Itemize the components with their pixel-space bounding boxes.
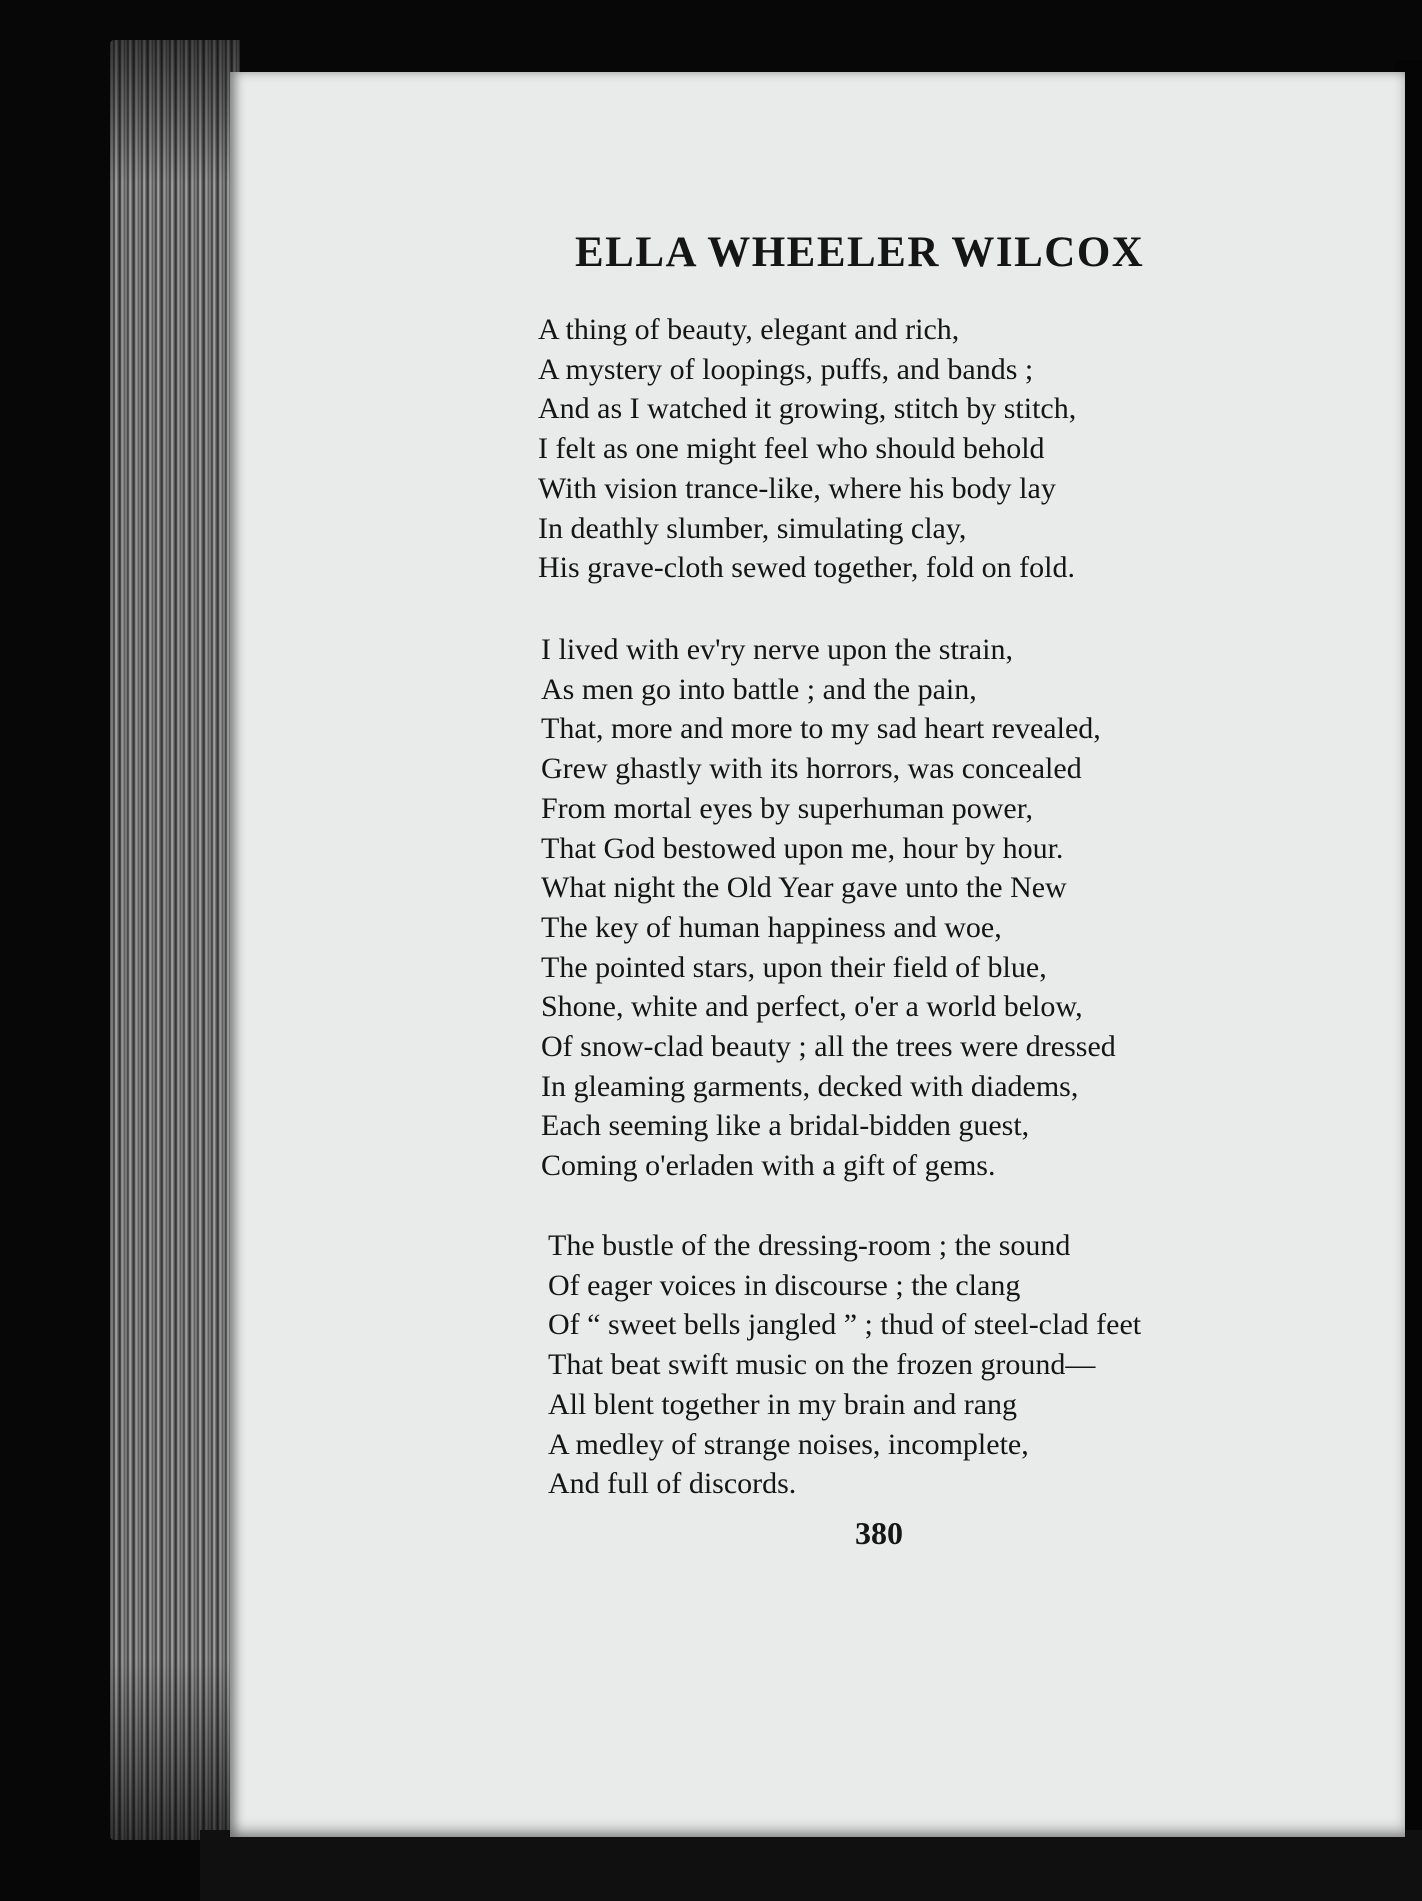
poem-line: All blent together in my brain and rang <box>548 1387 1018 1421</box>
poem-line: That, more and more to my sad heart revealed, <box>541 712 1101 746</box>
page-edges-shade <box>110 40 240 1840</box>
stanza-1 <box>538 310 1076 588</box>
poem-line: And full of discords. <box>548 1467 797 1501</box>
poem-line: As men go into battle ; and the pain, <box>541 672 977 706</box>
poem-line: The key of human happiness and woe, <box>541 910 1002 944</box>
poem-line: In deathly slumber, simulating clay, <box>538 511 967 545</box>
poem-line: A thing of beauty, elegant and rich, <box>538 313 960 346</box>
poem-line: With vision trance-like, where his body lay <box>538 471 1056 505</box>
poem-line: Grew ghastly with its horrors, was concealed <box>541 752 1082 786</box>
poem-line: A medley of strange noises, incomplete, <box>548 1427 1029 1461</box>
poem-line: What night the Old Year gave unto the New <box>541 871 1067 905</box>
poem-line: Shone, white and perfect, o'er a world below, <box>541 990 1083 1024</box>
poem-line: The pointed stars, upon their field of blue, <box>541 950 1047 984</box>
poem-line: Each seeming like a bridal-bidden guest, <box>541 1109 1030 1143</box>
poem-line: And as I watched it growing, stitch by stitch, <box>538 392 1077 426</box>
stanza-2 <box>541 630 1116 1186</box>
stanza-3 <box>548 1226 1141 1504</box>
poem-line: In gleaming garments, decked with diadems, <box>541 1069 1079 1103</box>
poem-line: Coming o'erladen with a gift of gems. <box>541 1149 996 1183</box>
bottom-shadow <box>200 1830 1422 1901</box>
poem-line: His grave-cloth sewed together, fold on fold. <box>538 551 1075 585</box>
poem-line: That God bestowed upon me, hour by hour. <box>541 831 1064 865</box>
poem-line: Of eager voices in discourse ; the clang <box>548 1268 1021 1302</box>
poem-line: From mortal eyes by superhuman power, <box>541 791 1034 825</box>
poem-line: That beat swift music on the frozen ground— <box>548 1348 1096 1382</box>
page-number: 380 <box>855 1515 903 1551</box>
poem-line: I felt as one might feel who should behold <box>538 432 1045 466</box>
poem-line: Of snow-clad beauty ; all the trees were dressed <box>541 1030 1116 1064</box>
poem-line: The bustle of the dressing-room ; the sound <box>548 1229 1071 1262</box>
poem-line: A mystery of loopings, puffs, and bands ; <box>538 352 1034 386</box>
page-title: ELLA WHEELER WILCOX <box>575 229 1145 276</box>
poem-line: I lived with ev'ry nerve upon the strain, <box>541 633 1013 666</box>
poem-line: Of “ sweet bells jangled ” ; thud of steel-clad feet <box>548 1308 1142 1342</box>
